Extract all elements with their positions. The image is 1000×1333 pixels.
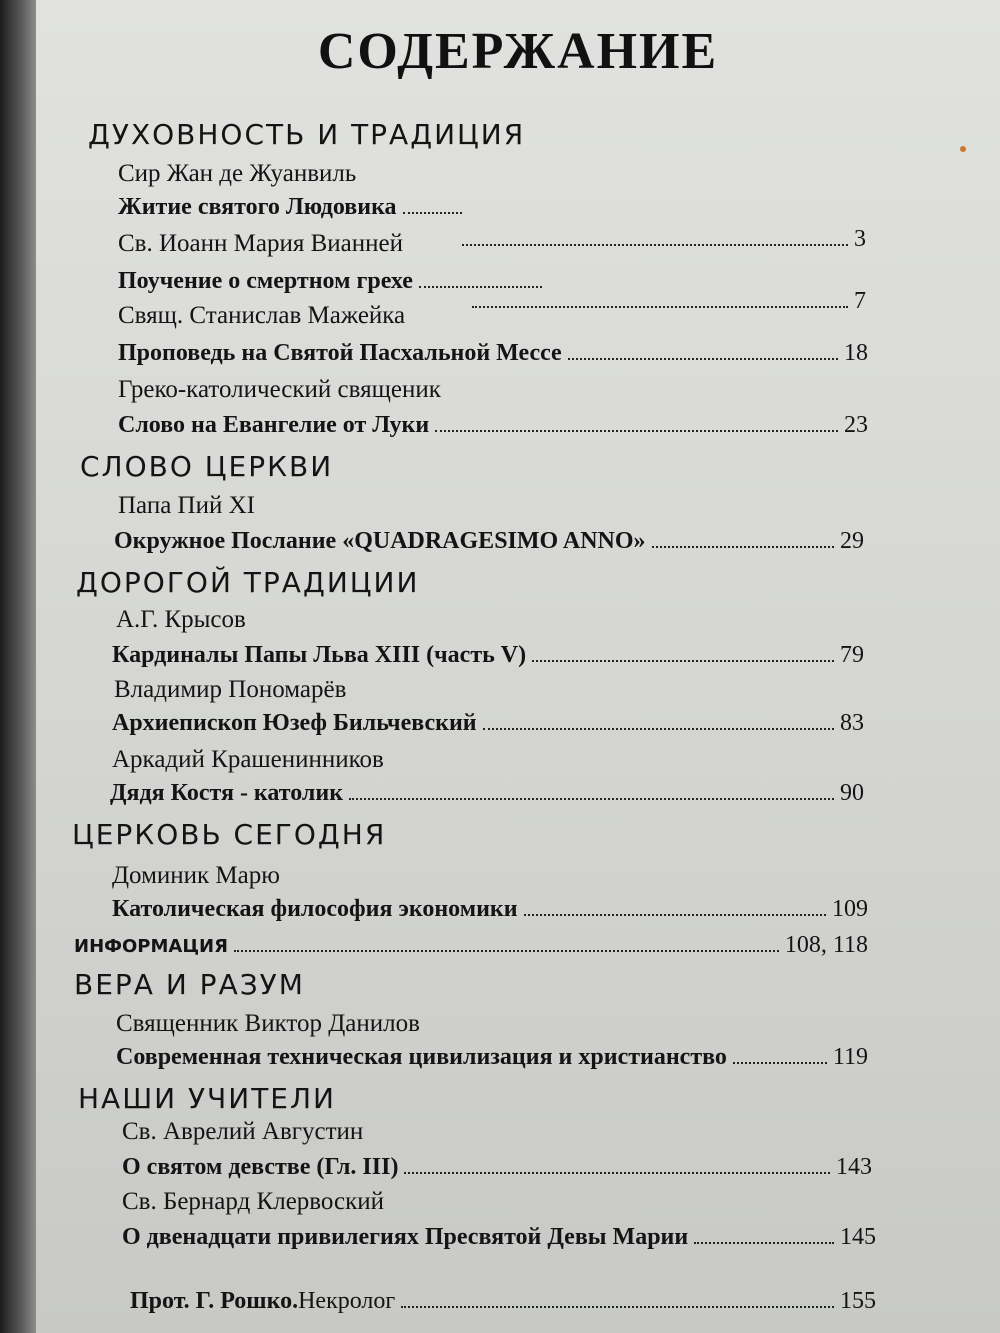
entry-author: Св. Иоанн Мария Вианней <box>118 230 403 257</box>
dot-leader <box>733 1062 827 1064</box>
page-number: 90 <box>840 780 864 806</box>
entry-title: О двенадцати привилегиях Пресвятой Девы Марии <box>122 1224 689 1250</box>
page-number: 23 <box>844 412 868 438</box>
entry-author: Св. Аврелий Августин <box>122 1118 364 1145</box>
toc-entry[interactable] <box>114 528 864 555</box>
paper-speck <box>960 146 966 152</box>
toc-entry[interactable] <box>122 1154 872 1181</box>
toc-entry-leader[interactable] <box>456 226 866 253</box>
toc-entry[interactable] <box>112 710 864 737</box>
entry-title: Прот. Г. Рошко. <box>130 1288 299 1314</box>
entry-author: Сир Жан де Жуанвиль <box>118 160 357 187</box>
toc-entry-leader[interactable] <box>466 288 866 315</box>
entry-title: Католическая философия экономики <box>112 896 518 922</box>
entry-author: Доминик Марю <box>112 862 280 889</box>
section-heading: ДОРОГОЙ ТРАДИЦИИ <box>76 566 420 599</box>
page-number: 119 <box>832 1044 868 1070</box>
dot-leader <box>349 798 834 800</box>
dot-leader <box>568 358 838 360</box>
dot-leader <box>404 1172 830 1174</box>
entry-title: Современная техническая цивилизация и христианство <box>116 1044 727 1070</box>
dot-leader <box>483 728 834 730</box>
section-heading: СЛОВО ЦЕРКВИ <box>80 450 334 483</box>
toc-entry[interactable] <box>118 412 868 439</box>
toc-entry[interactable] <box>112 642 864 669</box>
entry-author: Владимир Пономарёв <box>114 676 347 703</box>
entry-author: Священник Виктор Данилов <box>116 1010 420 1037</box>
entry-title: О святом девстве (Гл. III) <box>122 1154 399 1180</box>
page-number: 29 <box>840 528 864 554</box>
entry-title: Дядя Костя - католик <box>110 780 344 806</box>
entry-title: Поучение о смертном грехе <box>118 268 413 294</box>
entry-author: Аркадий Крашенинников <box>112 746 384 773</box>
page-number: 7 <box>854 288 866 314</box>
section-heading: НАШИ УЧИТЕЛИ <box>78 1082 336 1115</box>
dot-leader <box>532 660 834 662</box>
book-spine <box>0 0 40 1333</box>
page-number: 145 <box>840 1224 876 1250</box>
toc-entry-obituary[interactable] <box>130 1288 876 1315</box>
contents-page <box>36 0 1000 1333</box>
entry-title: Архиепископ Юзеф Бильчевский <box>112 710 477 736</box>
page-number: 18 <box>844 340 868 366</box>
entry-author: Свящ. Станислав Мажейка <box>118 302 406 329</box>
dot-leader <box>524 914 826 916</box>
dot-leader <box>652 546 834 548</box>
toc-entry[interactable] <box>110 780 864 807</box>
page-number: 108, 118 <box>784 932 868 958</box>
page-number: 109 <box>832 896 868 922</box>
page-number: 79 <box>840 642 864 668</box>
toc-entry[interactable] <box>118 194 468 221</box>
entry-title: Житие святого Людовика <box>118 194 397 220</box>
dot-leader <box>462 244 848 246</box>
page-number: 143 <box>836 1154 872 1180</box>
dot-leader <box>401 1306 834 1308</box>
entry-title: ИНФОРМАЦИЯ <box>74 936 228 957</box>
entry-title: Проповедь на Святой Пасхальной Мессе <box>118 340 562 366</box>
toc-entry[interactable] <box>122 1224 876 1251</box>
page-title: СОДЕРЖАНИЕ <box>317 23 719 80</box>
entry-title: Слово на Евангелие от Луки <box>118 412 430 438</box>
entry-title: Кардиналы Папы Льва XIII (часть V) <box>112 642 527 668</box>
toc-entry[interactable] <box>118 340 868 367</box>
dot-leader <box>694 1242 834 1244</box>
entry-author: Греко-католический священик <box>118 376 441 403</box>
page-number: 83 <box>840 710 864 736</box>
entry-author: А.Г. Крысов <box>116 606 246 633</box>
entry-author: Папа Пий XI <box>118 492 255 519</box>
dot-leader <box>234 950 779 952</box>
toc-entry[interactable] <box>116 1044 868 1071</box>
entry-title: Окружное Послание «QUADRAGESIMO ANNO» <box>114 528 646 554</box>
dot-leader <box>435 430 838 432</box>
toc-entry[interactable] <box>112 896 868 923</box>
section-heading: ДУХОВНОСТЬ И ТРАДИЦИЯ <box>88 118 526 151</box>
section-heading: ВЕРА И РАЗУМ <box>74 968 305 1001</box>
page-number: 155 <box>840 1288 876 1314</box>
toc-entry-info[interactable] <box>74 932 868 959</box>
section-heading: ЦЕРКОВЬ СЕГОДНЯ <box>72 818 387 851</box>
page-number: 3 <box>854 226 866 252</box>
dot-leader <box>403 212 462 214</box>
entry-title-rest: Некролог <box>298 1288 396 1314</box>
entry-author: Св. Бернард Клервоский <box>122 1188 385 1215</box>
dot-leader <box>472 306 848 308</box>
